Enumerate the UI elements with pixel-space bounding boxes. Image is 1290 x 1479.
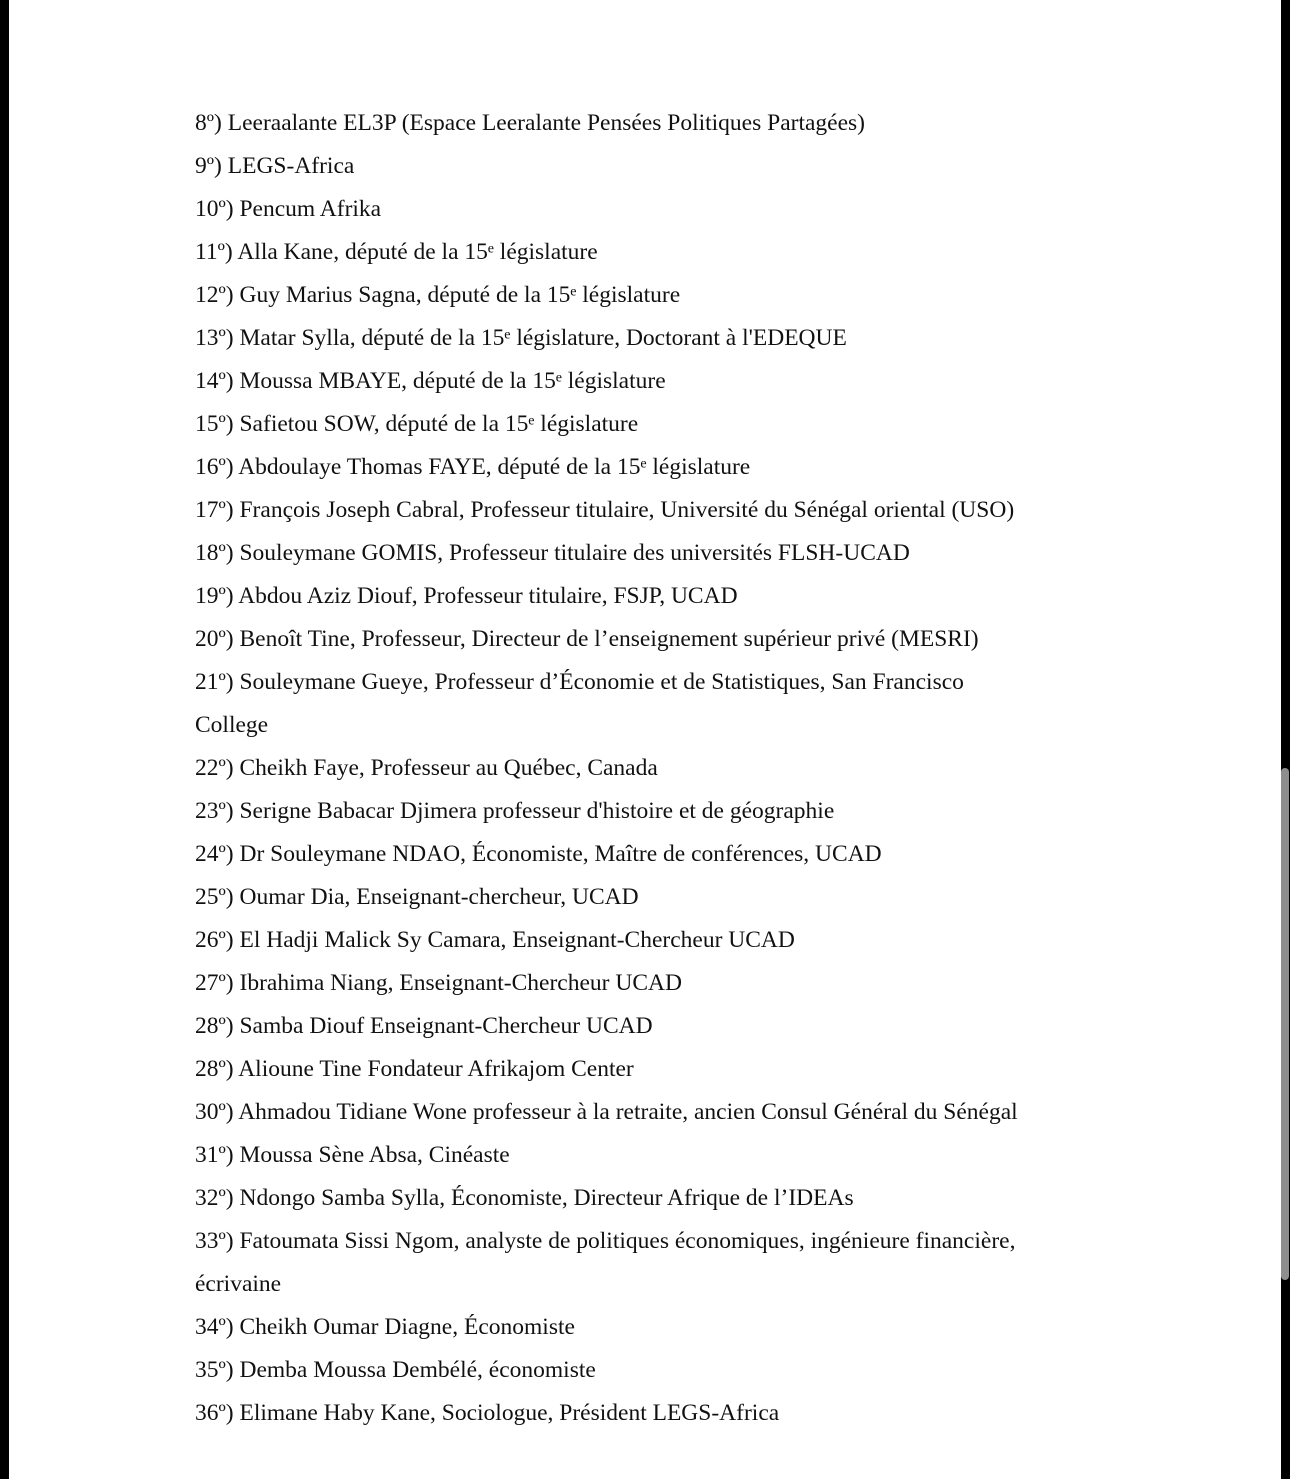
list-item: 34º) Cheikh Oumar Diagne, Économiste	[195, 1314, 575, 1340]
list-item: 25º) Oumar Dia, Enseignant-chercheur, UCAD	[195, 884, 639, 910]
list-item: 14º) Moussa MBAYE, député de la 15ᵉ législature	[195, 368, 666, 394]
list-item: 10º) Pencum Afrika	[195, 196, 382, 222]
list-item: 27º) Ibrahima Niang, Enseignant-Chercheur UCAD	[195, 970, 682, 996]
list-item: 30º) Ahmadou Tidiane Wone professeur à la retraite, ancien Consul Général du Sénégal	[195, 1099, 1018, 1125]
list-item: 33º) Fatoumata Sissi Ngom, analyste de politiques économiques, ingénieure financière,	[195, 1228, 1016, 1254]
list-item: 15º) Safietou SOW, député de la 15ᵉ législature	[195, 411, 639, 437]
list-item: 35º) Demba Moussa Dembélé, économiste	[195, 1357, 596, 1383]
list-item: 32º) Ndongo Samba Sylla, Économiste, Directeur Afrique de l’IDEAs	[195, 1185, 854, 1211]
list-item: 28º) Alioune Tine Fondateur Afrikajom Center	[195, 1056, 634, 1082]
list-item: 8º) Leeraalante EL3P (Espace Leeralante Pensées Politiques Partagées)	[195, 110, 866, 136]
list-item: 11º) Alla Kane, député de la 15ᵉ législature	[195, 239, 598, 265]
list-item: 21º) Souleymane Gueye, Professeur d’Économie et de Statistiques, San Francisco	[195, 669, 964, 695]
list-item: 24º) Dr Souleymane NDAO, Économiste, Maître de conférences, UCAD	[195, 841, 882, 867]
document-page	[9, 0, 1281, 1479]
list-item: 9º) LEGS-Africa	[195, 153, 355, 179]
list-item: 17º) François Joseph Cabral, Professeur titulaire, Université du Sénégal oriental (USO)	[195, 497, 1015, 523]
list-item: 31º) Moussa Sène Absa, Cinéaste	[195, 1142, 510, 1168]
signatory-list	[195, 102, 1095, 1435]
list-item-continuation: écrivaine	[195, 1271, 282, 1297]
list-item: 23º) Serigne Babacar Djimera professeur d'histoire et de géographie	[195, 798, 835, 824]
list-item: 20º) Benoît Tine, Professeur, Directeur de l’enseignement supérieur privé (MESRI)	[195, 626, 979, 652]
list-item: 22º) Cheikh Faye, Professeur au Québec, Canada	[195, 755, 658, 781]
list-item: 28º) Samba Diouf Enseignant-Chercheur UCAD	[195, 1013, 653, 1039]
vertical-scrollbar[interactable]	[1281, 768, 1289, 1280]
list-item: 13º) Matar Sylla, député de la 15ᵉ législature, Doctorant à l'EDEQUE	[195, 325, 847, 351]
list-item: 18º) Souleymane GOMIS, Professeur titulaire des universités FLSH-UCAD	[195, 540, 910, 566]
list-item-continuation: College	[195, 712, 269, 738]
list-item: 16º) Abdoulaye Thomas FAYE, député de la 15ᵉ législature	[195, 454, 751, 480]
list-item: 36º) Elimane Haby Kane, Sociologue, Président LEGS-Africa	[195, 1400, 780, 1426]
list-item: 12º) Guy Marius Sagna, député de la 15ᵉ législature	[195, 282, 681, 308]
list-item: 19º) Abdou Aziz Diouf, Professeur titulaire, FSJP, UCAD	[195, 583, 738, 609]
list-item: 26º) El Hadji Malick Sy Camara, Enseignant-Chercheur UCAD	[195, 927, 795, 953]
